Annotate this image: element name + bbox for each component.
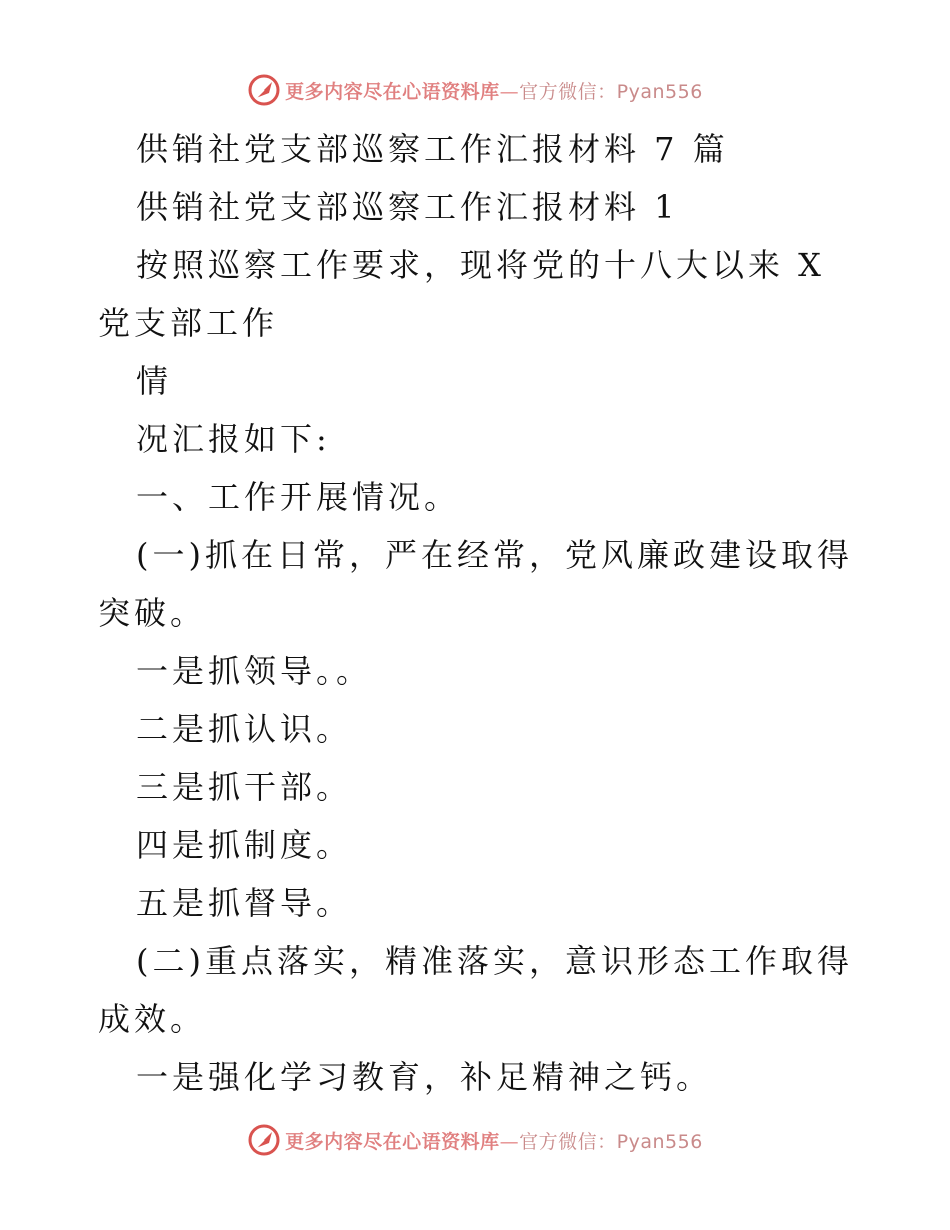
banner-separator: — bbox=[499, 80, 520, 103]
paragraph: 按照巡察工作要求，现将党的十八大以来 X 党支部工作 bbox=[98, 246, 825, 342]
feather-pen-logo-icon bbox=[247, 73, 281, 107]
feather-pen-logo-icon bbox=[247, 1123, 281, 1157]
banner-text bbox=[285, 77, 703, 104]
heading-level-2: (一)抓在日常，严在经常，党风廉政建设取得突破。 bbox=[98, 536, 853, 632]
paragraph: 况汇报如下: bbox=[136, 420, 331, 458]
banner-text bbox=[285, 1127, 703, 1154]
section-title: 供销社党支部巡察工作汇报材料 1 bbox=[136, 188, 679, 226]
list-item: 四是抓制度。 bbox=[136, 826, 353, 864]
banner-separator: — bbox=[499, 1130, 520, 1153]
list-item: 二是抓认识。 bbox=[136, 710, 353, 748]
footer-banner bbox=[0, 1120, 950, 1160]
document-title: 供销社党支部巡察工作汇报材料 7 篇 bbox=[136, 130, 729, 168]
list-item: 一是抓领导。。 bbox=[136, 652, 373, 690]
list-item: 三是抓干部。 bbox=[136, 768, 353, 806]
list-item: 一是强化学习教育，补足精神之钙。 bbox=[136, 1058, 713, 1096]
heading-level-1: 一、工作开展情况。 bbox=[136, 478, 461, 516]
document-body bbox=[98, 120, 858, 1106]
header-banner bbox=[0, 70, 950, 110]
banner-contact: 官方微信：Pyan556 bbox=[519, 80, 703, 103]
banner-brand: 更多内容尽在心语资料库 bbox=[285, 80, 500, 103]
list-item: 五是抓督导。 bbox=[136, 884, 353, 922]
banner-brand: 更多内容尽在心语资料库 bbox=[285, 1130, 500, 1153]
banner-contact: 官方微信：Pyan556 bbox=[519, 1130, 703, 1153]
paragraph: 情 bbox=[136, 362, 173, 400]
heading-level-2: (二)重点落实，精准落实，意识形态工作取得成效。 bbox=[98, 942, 853, 1038]
